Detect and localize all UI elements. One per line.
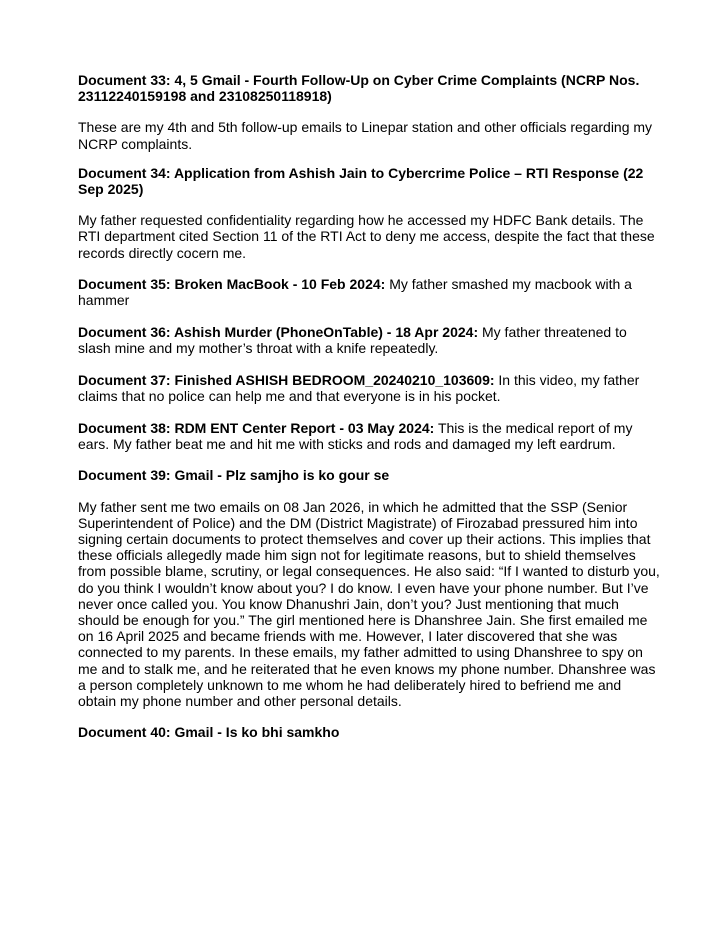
document-38-entry xyxy=(78,420,662,452)
document-39-heading: Document 39: Gmail - Plz samjho is ko gour se xyxy=(78,467,390,484)
document-37-heading: Document 37: Finished ASHISH BEDROOM_20240210_103609: xyxy=(78,371,495,388)
document-34-heading: Document 34: Application from Ashish Jain to Cybercrime Police – RTI Response (22 Sep 2025) xyxy=(78,164,644,198)
document-33-heading: Document 33: 4, 5 Gmail - Fourth Follow-Up on Cyber Crime Complaints (NCRP Nos. 23112240159198 and 23108250118918) xyxy=(78,72,640,105)
document-36-body: My father threatened to slash mine and my mother’s throat with a knife repeatedly. xyxy=(78,324,627,357)
document-39-body: My father sent me two emails on 08 Jan 2026, in which he admitted that the SSP (Senior Superintendent of Police) and the DM (District Magistrate) of Firozabad pressured him into signing certain documents to protect themselves and cover up their actions. This implies that these officials allegedly made him sign not for legitimate reasons, but to shield themselves from possible blame, scrutiny, or legal consequences. He also said: “If I wanted to disturb you, do you think I wouldn’t know about you? I do know. I even have your phone number. But I’ve never once called you. You know Dhanushri Jain, don’t you? Just mentioning that much should be enough for you.” The girl mentioned here is Dhanshree Jain. She first emailed me on 16 April 2025 and became friends with me. However, I later discovered that she was connected to my parents. In these emails, my father admitted to using Dhanshree to spy on me and to stalk me, and he reiterated that he even knows my phone number. Dhanshree was a person completely unknown to me whom he had deliberately hired to befriend me and obtain my phone number and other personal details. xyxy=(78,498,660,710)
document-40-heading: Document 40: Gmail - Is ko bhi samkho xyxy=(78,724,340,741)
document-37-body: In this video, my father claims that no police can help me and that everyone is in his pocket. xyxy=(78,371,640,404)
document-page xyxy=(78,72,662,753)
document-36-entry xyxy=(78,324,662,356)
document-34-body: My father requested confidentiality regarding how he accessed my HDFC Bank details. The RTI department cited Section 11 of the RTI Act to deny me access, despite the fact that these records directly cocern me. xyxy=(78,212,655,261)
document-35-body: My father smashed my macbook with a hammer xyxy=(78,275,632,309)
document-37-entry xyxy=(78,372,662,404)
document-33-body: These are my 4th and 5th follow-up emails to Linepar station and other officials regarding my NCRP complaints. xyxy=(78,119,653,152)
document-38-body: This is the medical report of my ears. My father beat me and hit me with sticks and rods and damaged my left eardrum. xyxy=(78,420,633,453)
document-35-heading: Document 35: Broken MacBook - 10 Feb 2024: xyxy=(78,275,386,292)
document-36-heading: Document 36: Ashish Murder (PhoneOnTable) - 18 Apr 2024: xyxy=(78,324,479,341)
document-38-heading: Document 38: RDM ENT Center Report - 03 May 2024: xyxy=(78,420,435,437)
document-35-entry xyxy=(78,276,662,308)
